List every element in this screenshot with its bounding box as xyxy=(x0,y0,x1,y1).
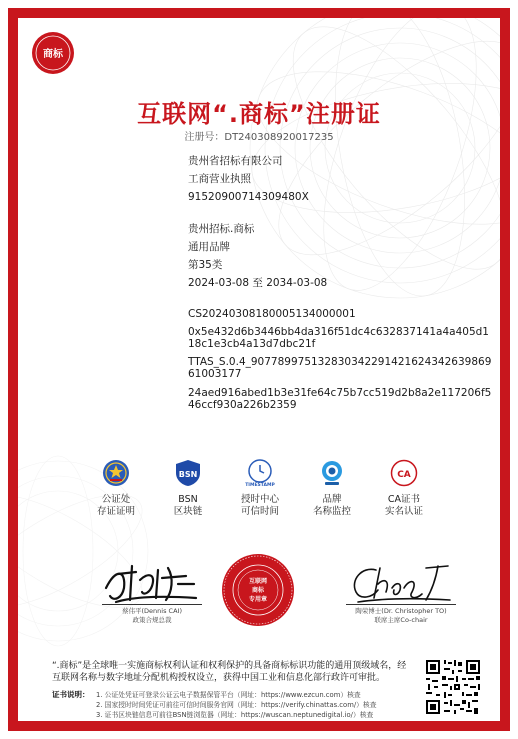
badge-line2: 实名认证 xyxy=(384,506,423,517)
seal-text-2: 商标 xyxy=(251,587,265,594)
registration-label: 注册号： xyxy=(184,132,225,143)
notary-icon xyxy=(101,458,131,488)
badge-brand-monitor xyxy=(302,458,362,518)
brand-monitor-icon xyxy=(317,458,347,488)
signature-line-left xyxy=(102,604,202,605)
signatory-left xyxy=(102,607,202,625)
field-value: 工商营业执照 xyxy=(188,173,251,185)
notes-label: 证书说明： xyxy=(52,690,90,699)
badge-line2: 区块链 xyxy=(173,506,203,517)
signatory-right xyxy=(336,607,466,625)
badge-line2: 存证证明 xyxy=(96,506,135,517)
registration-number xyxy=(18,128,500,143)
note-item: 3. 证书区块链信息可前往BSN链浏览器（网址：https://wuscan.neptunedigital.io/）核查 xyxy=(96,711,374,719)
field-value: 贵州省招标有限公司 xyxy=(188,155,283,167)
bsn-text: BSN xyxy=(178,470,198,479)
field-value: TTAS_S.0.4_907789975132830342291421624342639869​61003177 xyxy=(188,356,492,380)
qr-code-icon[interactable] xyxy=(424,658,482,716)
registration-value: DT240308920017235 xyxy=(224,132,334,143)
ca-icon xyxy=(389,458,419,488)
certificate-notice: “.商标”是全球唯一实施商标权利认证和权利保护的具备商标标识功能的通用顶级域名，经互联网名称与数字地址分配机构授权设立，获得中国工业和信息化部行政许可审批。 xyxy=(52,661,407,683)
seal-text-1: 互联网 xyxy=(248,578,268,585)
field-value: 91520900714309480X xyxy=(188,191,309,203)
badge-line2: 可信时间 xyxy=(240,506,279,517)
field-value: 0x5e432d6b3446bb4da316f51dc4c632837141a4a405d118c1e3cb4a13d7dbc21f xyxy=(188,326,489,350)
signatory-right-title: 联席主席Co-chair xyxy=(374,616,428,624)
note-item: 1. 公证处凭证可登录公证云电子数据保管平台（网址：https://www.ezcun.com）核查 xyxy=(96,691,361,699)
signature-line-right xyxy=(346,604,456,605)
badge-line1: 授时中心 xyxy=(240,494,279,505)
ca-text: CA xyxy=(397,470,411,480)
signature-left-icon xyxy=(96,558,206,606)
timestamp-icon xyxy=(243,458,277,488)
signatory-right-name: 陶荣博士(Dr. Christopher TO) xyxy=(355,607,447,615)
seal-text-3: 专用章 xyxy=(248,596,268,603)
badge-line1: BSN xyxy=(178,494,198,505)
badge-ca xyxy=(374,458,434,518)
badge-line1: 公证处 xyxy=(101,494,131,505)
certificate-title: 互联网“.商标”注册证 xyxy=(137,100,381,128)
badge-timestamp xyxy=(230,458,290,518)
field-value: 通用品牌 xyxy=(188,241,230,253)
field-value: 贵州招标.商标 xyxy=(188,223,255,235)
signatory-left-name: 蔡伟平(Dennis CAI) xyxy=(122,607,182,615)
bsn-icon xyxy=(173,458,203,488)
signatory-left-title: 政策合规总裁 xyxy=(132,616,172,624)
field-value: 第35类 xyxy=(188,259,223,271)
badge-line1: 品牌 xyxy=(322,494,342,505)
field-value: CS20240308180005134000001 xyxy=(188,308,356,320)
trademark-logo xyxy=(30,30,76,76)
badge-notary xyxy=(86,458,146,518)
note-item: 2. 国家授时时间凭证可前往可信时间服务官网（网址：https://verify.chinattas.com/）核查 xyxy=(96,701,377,709)
badge-line2: 名称监控 xyxy=(312,506,351,517)
logo-text: 商标 xyxy=(43,49,63,60)
field-value: 2024-03-08 至 2034-03-08 xyxy=(188,277,328,289)
official-seal xyxy=(220,552,296,628)
timestamp-text: TIMESTAMP xyxy=(245,483,275,488)
signature-right-icon xyxy=(346,558,456,608)
field-value: 24aed916abed1b3e31fe64c75b7cc519d2b8a2e117206f546ccf930a226b2359 xyxy=(188,387,492,411)
certificate-paper xyxy=(18,18,500,721)
badge-line1: CA证书 xyxy=(387,494,421,505)
badge-bsn xyxy=(158,458,218,518)
